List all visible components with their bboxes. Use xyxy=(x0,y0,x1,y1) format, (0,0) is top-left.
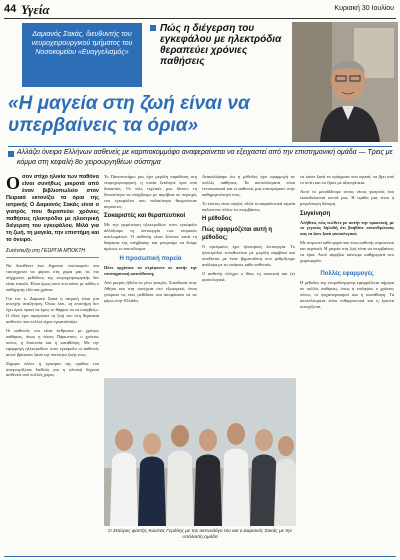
column-2 xyxy=(104,174,197,374)
portrait-illustration xyxy=(292,22,398,142)
subhead: Συγκίνηση xyxy=(300,210,331,217)
paragraph: Με συγκινεί κάθε φορά που ένας ασθενής σηκώνεται και περπατά. Η μαγεία στη ζωή είναι να υπερβαίνεις τα όρια. Αυτό ακριβώς κάνουμε καθημερινά στο χειρουργείο. xyxy=(300,240,394,263)
question: Πώς εφαρμόζεται αυτή η μέθοδος; xyxy=(202,227,273,242)
photo-caption: Ο Σταύρος φαντής Κώστας Γεράλης με την ακτινολόγο του και ο Δαμιανός Σακάς με την υπόλοιπη ομάδα xyxy=(108,529,292,540)
paragraph: Οι ασθενείς του είναι άνθρωποι με χρόνιες παθήσεις, όπως η νόσος Πάρκινσον, ο χρόνιος πόνος, η δυστονία και η κατάθλιψη. Με την εφαρμογή ηλεκτροδίων στον εγκέφαλο οι ασθενείς αυτοί βρίσκουν ξανά την ποιότητα ζωής τους. xyxy=(6,328,99,357)
paragraph: Σήμερα πλέον η εμπειρία της ομάδας του αναγνωρίζεται διεθνώς και η κλινική δέχεται ασθενείς από πολλές χώρες. xyxy=(6,360,99,378)
question: Πότε αρχίσατε να στρέφεστε σε αυτήν την επιστημονική κατεύθυνση; xyxy=(104,264,197,276)
column-1 xyxy=(6,174,99,556)
section-title: Υγεία xyxy=(21,2,50,17)
subhead: Σοκαριστές και θεραπευτικοί xyxy=(104,213,186,220)
paragraph: Από μικρός ήθελα να γίνω γιατρός. Σπούδασα στην Αθήνα και στη συνέχεια στο εξωτερικό, όπου γνώρισα τις νέες μεθόδους και αποφάσισα να τις φέρω στην Ελλάδα. xyxy=(104,279,197,303)
drop-cap: Ο xyxy=(6,174,21,193)
column-3 xyxy=(202,174,295,374)
paragraph: Ο εγκέφαλος έχει ηλεκτρική λειτουργία. Το ηλεκτρόδιο τοποθετείται με μεγάλη ακρίβεια και συνδέεται με έναν βηματοδότη που ρυθμίζουμε ανάλογα με τις ανάγκες κάθε ασθενούς. xyxy=(202,244,295,268)
portrait-photo xyxy=(292,22,398,142)
paragraph: Ανακαλύψαμε ότι η μέθοδος έχει εφαρμογή σε πολλές παθήσεις. Τα αποτελέσματα είναι εντυπωσιακά και οι ασθενείς μας επιστρέφουν στην καθημερινότητά τους. xyxy=(202,174,295,197)
subtitle-bullet xyxy=(150,25,156,31)
question: Αλήθεια, πώς νιώθετε με αυτήν την πρακτική, με το γεγονός δηλαδή ότι βοηθάτε συνανθρώπους σας να ζουν ξανά φυσιολογικά; xyxy=(300,219,394,237)
column-4 xyxy=(300,174,394,556)
headline: «Η μαγεία στη ζωή είναι να υπερβαίνεις τα όρια» xyxy=(8,93,250,136)
paragraph: Το κόστος είναι υψηλό, αλλά τα ασφαλιστικά ταμεία καλύπτουν πλέον τις επεμβάσεις. xyxy=(202,200,295,212)
lede: Αλλάζει όνειρα Ελλήνων ασθενείς με καρπιοκομμόφο αναφεραίνεται να εξειχαστεί από την επιστημονική ομάδα — Τρεις με κόμμα στη κεφαλή 8ο χειρουργηθέων σύστημα xyxy=(17,149,393,166)
subhead: Πολλές εφαρμογές xyxy=(320,270,374,277)
page-header xyxy=(4,3,396,19)
paragraph: Να διευθύνει ένα δημοσιο νοσοκομείο και ταυτόχρονα να φέρνει στη χώρα μας τις πιο σύγχρονες μεθόδους της νευροχειρουργικής δεν είναι εύκολο. Είναι όμως αυτό που κάνει με πάθος ο καθηγητής εδώ και χρόνια. xyxy=(6,263,99,292)
paragraph: Η μέθοδος της νευροδιέγερσης εφαρμόζεται σήμερα σε πολλές παθήσεις, όπως η επιληψία, ο χρόνιος πόνος, οι ψυχαναγκασμοί και η κατάθλιψη. Τα αποτελέσματα είναι ενθαρρυντικά και η έρευνα συνεχίζεται. xyxy=(300,279,394,309)
paragraph: Το Πανεπιστήμιο μας έχει μεγάλη παράδοση στη νευροχειρουργική, η οποία ξεκίνησε πριν από δεκαετίες. Οι νέες τεχνικές μας δίνουν τη δυνατότητα να επέμβουμε με ακρίβεια σε περιοχές του εγκεφάλου που παλαιότερα θεωρούνταν απρόσιτες. xyxy=(104,174,197,209)
group-photo xyxy=(104,378,296,526)
headline-rule xyxy=(8,146,392,147)
paragraph: Για τον κ. Δαμιανό Σακά η ιατρική είναι μια συνεχής αναζήτηση. Όπως λέει, «η επιστήμη δεν έχει όρια, αρκεί να έχεις το θάρρος να τα υπερβείς». Ο ίδιος έχει αφιερώσει τη ζωή του στη θεραπεία ασθενών που πολλοί είχαν εγκαταλείψει. xyxy=(6,295,99,325)
header-rule xyxy=(4,18,396,19)
intro-paragraph xyxy=(6,174,99,244)
bottom-rule xyxy=(4,556,396,557)
bio-box: Δαμιανός Σακάς, διευθυντής του νευροχειρουργικού τμήματος του Νοσοκομείου «Ευαγγελισμός» xyxy=(22,23,142,87)
subtitle: Πώς η διέγερση του εγκεφάλου με ηλεκτρόδια θεραπεύει χρόνιες παθήσεις xyxy=(160,23,282,67)
paragraph: Με την εμφύτευση ηλεκτροδίων στον εγκέφαλο αλλάζουμε τη λειτουργία των νευρικών κυκλωμάτων. Ο ασθενής είναι ξύπνιος κατά τη διάρκεια της επέμβασης και μπορούμε να δούμε αμέσως το αποτέλεσμα. xyxy=(104,222,197,252)
lede-bullet xyxy=(8,151,14,157)
paragraph: να κάνει ξανά τα πράγματα που αγαπά, να βγει από το σπίτι και να ζήσει με αξιοπρέπεια. xyxy=(300,174,394,185)
intro-text: σον στίχο ηλικία των παθόνα είναι συνήθως μικροτά από έναν βιβλιοπωλείο στον Πειραιά εκτονίζει τα όρια της ιατρικής Ο Δαμιανός Σακάς είναι ο γιατρός που θεραπεύει χρόνιες παθήσεις ηλεκτρόδια με ηλεκτρική διέγερση του εγκεφάλου. Μιλά για τη ζωή, τη μαγεία, την επιστήμη και το όνειρο. xyxy=(6,174,99,243)
paragraph: Ο ασθενής ελέγχει ο ίδιος τη συσκευή και ζει φυσιολογικά. xyxy=(202,271,295,282)
subhead: Η προσωπική πορεία xyxy=(119,255,182,262)
page-number: 44 xyxy=(4,3,17,15)
byline: Συνέντευξη στη ΓΕΩΡΓΙΑ ΜΠΟΚΤΗ xyxy=(6,248,99,258)
group-illustration xyxy=(104,378,296,526)
issue-date: Κυριακή 30 Ιουλίου xyxy=(334,5,394,12)
paragraph: Αυτό το μεταδίδουμε στους νέους γιατρούς που εκπαιδεύονται κοντά μας. Η ομάδα μας είναι η μεγαλύτερη δύναμη. xyxy=(300,188,394,206)
subhead: Η μέθοδος xyxy=(202,216,232,223)
